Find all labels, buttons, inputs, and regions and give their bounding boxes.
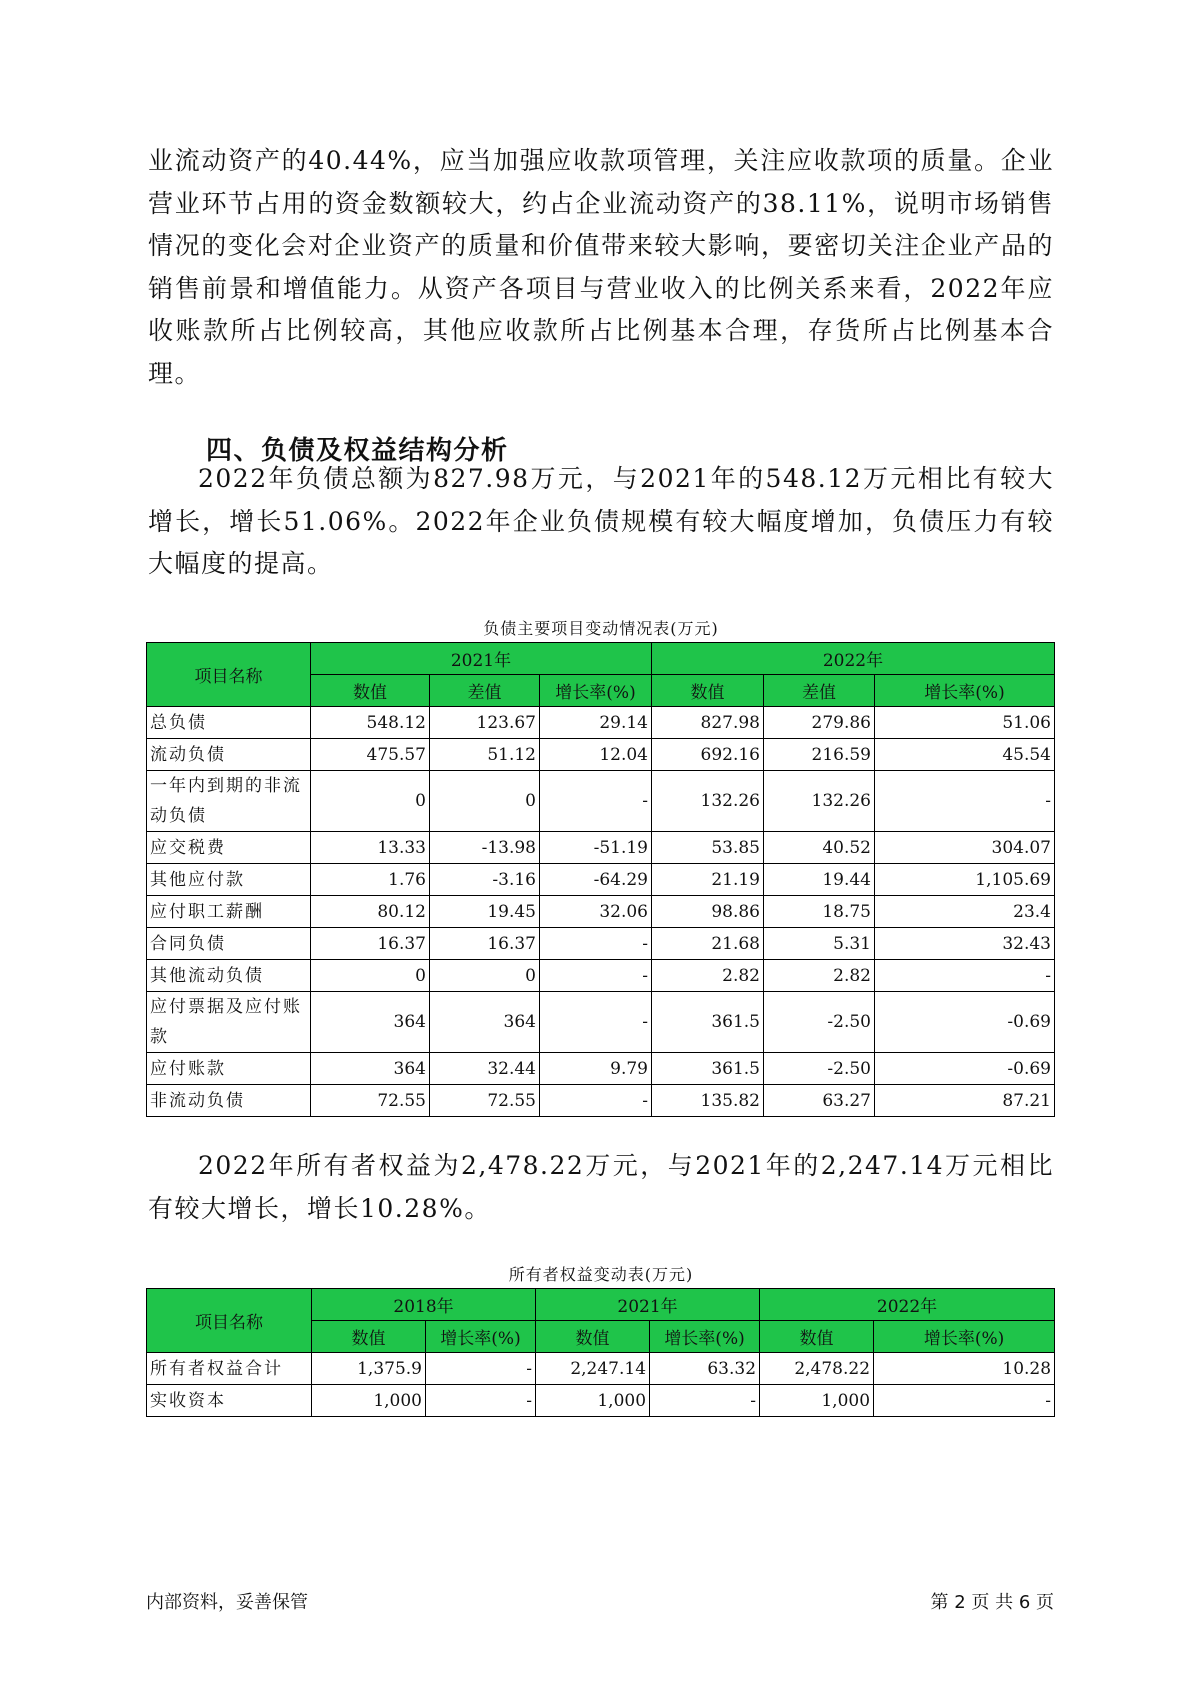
header-item-name: 项目名称 bbox=[147, 643, 311, 707]
cell-value: -2.50 bbox=[764, 992, 875, 1053]
cell-value: 364 bbox=[430, 992, 540, 1053]
header-growth-rate: 增长率(%) bbox=[874, 1321, 1055, 1353]
row-name: 实收资本 bbox=[147, 1385, 312, 1417]
section-heading: 四、负债及权益结构分析 bbox=[206, 436, 509, 466]
cell-value: 98.86 bbox=[652, 896, 764, 928]
liability-table-body bbox=[147, 707, 1055, 1117]
row-name: 应付职工薪酬 bbox=[147, 896, 311, 928]
cell-value: 1,000 bbox=[536, 1385, 650, 1417]
cell-value: 2.82 bbox=[652, 960, 764, 992]
cell-value: 32.44 bbox=[430, 1053, 540, 1085]
cell-value: 361.5 bbox=[652, 992, 764, 1053]
cell-value: 2,247.14 bbox=[536, 1353, 650, 1385]
header-value: 数值 bbox=[311, 675, 430, 707]
header-year: 2021年 bbox=[536, 1289, 760, 1321]
header-value: 数值 bbox=[652, 675, 764, 707]
header-item-name: 项目名称 bbox=[147, 1289, 312, 1353]
cell-value: -3.16 bbox=[430, 864, 540, 896]
table-row bbox=[147, 739, 1055, 771]
table-row bbox=[147, 864, 1055, 896]
cell-value: 1,000 bbox=[760, 1385, 874, 1417]
cell-value: 80.12 bbox=[311, 896, 430, 928]
cell-value: 16.37 bbox=[430, 928, 540, 960]
cell-value: 279.86 bbox=[764, 707, 875, 739]
cell-value: - bbox=[426, 1353, 536, 1385]
table-row bbox=[147, 1085, 1055, 1117]
header-growth-rate: 增长率(%) bbox=[540, 675, 652, 707]
cell-value: -0.69 bbox=[875, 992, 1055, 1053]
cell-value: 53.85 bbox=[652, 832, 764, 864]
header-year: 2018年 bbox=[312, 1289, 536, 1321]
cell-value: -51.19 bbox=[540, 832, 652, 864]
header-year: 2022年 bbox=[760, 1289, 1055, 1321]
row-name: 其他流动负债 bbox=[147, 960, 311, 992]
cell-value: 51.12 bbox=[430, 739, 540, 771]
cell-value: 2.82 bbox=[764, 960, 875, 992]
table-row bbox=[147, 1385, 1055, 1417]
cell-value: 23.4 bbox=[875, 896, 1055, 928]
cell-value: 216.59 bbox=[764, 739, 875, 771]
header-growth-rate: 增长率(%) bbox=[650, 1321, 760, 1353]
cell-value: - bbox=[650, 1385, 760, 1417]
cell-value: 0 bbox=[430, 960, 540, 992]
cell-value: 2,478.22 bbox=[760, 1353, 874, 1385]
header-year: 2022年 bbox=[652, 643, 1055, 675]
row-name: 一年内到期的非流动负债 bbox=[147, 771, 311, 832]
cell-value: - bbox=[875, 771, 1055, 832]
header-difference: 差值 bbox=[764, 675, 875, 707]
row-name: 所有者权益合计 bbox=[147, 1353, 312, 1385]
table-row bbox=[147, 771, 1055, 832]
cell-value: - bbox=[426, 1385, 536, 1417]
equity-summary-paragraph: 2022年所有者权益为2,478.22万元，与2021年的2,247.14万元相比有较大增长，增长10.28%。 bbox=[148, 1151, 1054, 1223]
cell-value: 12.04 bbox=[540, 739, 652, 771]
header-growth-rate: 增长率(%) bbox=[426, 1321, 536, 1353]
cell-value: - bbox=[540, 960, 652, 992]
cell-value: 72.55 bbox=[311, 1085, 430, 1117]
cell-value: 40.52 bbox=[764, 832, 875, 864]
cell-value: 13.33 bbox=[311, 832, 430, 864]
cell-value: 21.19 bbox=[652, 864, 764, 896]
cell-value: 0 bbox=[311, 960, 430, 992]
cell-value: 361.5 bbox=[652, 1053, 764, 1085]
page-number: 第 2 页 共 6 页 bbox=[930, 1592, 1054, 1613]
equity-table-body bbox=[147, 1353, 1055, 1417]
header-value: 数值 bbox=[760, 1321, 874, 1353]
cell-value: 5.31 bbox=[764, 928, 875, 960]
cell-value: -2.50 bbox=[764, 1053, 875, 1085]
cell-value: 32.43 bbox=[875, 928, 1055, 960]
table-row bbox=[147, 960, 1055, 992]
cell-value: 29.14 bbox=[540, 707, 652, 739]
cell-value: - bbox=[874, 1385, 1055, 1417]
cell-value: 87.21 bbox=[875, 1085, 1055, 1117]
header-year: 2021年 bbox=[311, 643, 652, 675]
cell-value: -0.69 bbox=[875, 1053, 1055, 1085]
cell-value: 132.26 bbox=[652, 771, 764, 832]
cell-value: 19.44 bbox=[764, 864, 875, 896]
cell-value: 135.82 bbox=[652, 1085, 764, 1117]
cell-value: 827.98 bbox=[652, 707, 764, 739]
cell-value: 18.75 bbox=[764, 896, 875, 928]
cell-value: 1.76 bbox=[311, 864, 430, 896]
cell-value: 32.06 bbox=[540, 896, 652, 928]
cell-value: 63.32 bbox=[650, 1353, 760, 1385]
cell-value: 548.12 bbox=[311, 707, 430, 739]
row-name: 流动负债 bbox=[147, 739, 311, 771]
cell-value: 364 bbox=[311, 1053, 430, 1085]
intro-paragraph: 业流动资产的40.44%，应当加强应收款项管理，关注应收款项的质量。企业营业环节占用的资金数额较大，约占企业流动资产的38.11%，说明市场销售情况的变化会对企业资产的质量和价值带来较大影响，要密切关注企业产品的销售前景和增值能力。从资产各项目与营业收入的比例关系来看，2022年应收账款所占比例较高，其他应收款所占比例基本合理，存货所占比例基本合理。 bbox=[148, 146, 1054, 388]
cell-value: -64.29 bbox=[540, 864, 652, 896]
cell-value: 9.79 bbox=[540, 1053, 652, 1085]
header-growth-rate: 增长率(%) bbox=[875, 675, 1055, 707]
equity-table bbox=[146, 1288, 1055, 1417]
table-row bbox=[147, 928, 1055, 960]
header-value: 数值 bbox=[312, 1321, 426, 1353]
cell-value: 0 bbox=[311, 771, 430, 832]
liability-table bbox=[146, 642, 1055, 1117]
cell-value: 364 bbox=[311, 992, 430, 1053]
cell-value: 1,105.69 bbox=[875, 864, 1055, 896]
table-row bbox=[147, 707, 1055, 739]
cell-value: 19.45 bbox=[430, 896, 540, 928]
cell-value: - bbox=[540, 1085, 652, 1117]
row-name: 非流动负债 bbox=[147, 1085, 311, 1117]
equity-table-caption: 所有者权益变动表(万元) bbox=[508, 1265, 694, 1284]
cell-value: 1,000 bbox=[312, 1385, 426, 1417]
table-row bbox=[147, 992, 1055, 1053]
cell-value: 63.27 bbox=[764, 1085, 875, 1117]
cell-value: - bbox=[540, 992, 652, 1053]
cell-value: - bbox=[540, 928, 652, 960]
cell-value: 1,375.9 bbox=[312, 1353, 426, 1385]
cell-value: 45.54 bbox=[875, 739, 1055, 771]
confidential-notice: 内部资料，妥善保管 bbox=[146, 1592, 308, 1613]
row-name: 应付账款 bbox=[147, 1053, 311, 1085]
cell-value: 123.67 bbox=[430, 707, 540, 739]
cell-value: 16.37 bbox=[311, 928, 430, 960]
cell-value: 692.16 bbox=[652, 739, 764, 771]
liability-table-caption: 负债主要项目变动情况表(万元) bbox=[483, 619, 719, 638]
cell-value: 21.68 bbox=[652, 928, 764, 960]
table-row bbox=[147, 1353, 1055, 1385]
table-row bbox=[147, 896, 1055, 928]
cell-value: 475.57 bbox=[311, 739, 430, 771]
row-name: 应交税费 bbox=[147, 832, 311, 864]
cell-value: 72.55 bbox=[430, 1085, 540, 1117]
row-name: 总负债 bbox=[147, 707, 311, 739]
row-name: 应付票据及应付账款 bbox=[147, 992, 311, 1053]
row-name: 其他应付款 bbox=[147, 864, 311, 896]
cell-value: - bbox=[540, 771, 652, 832]
row-name: 合同负债 bbox=[147, 928, 311, 960]
cell-value: 0 bbox=[430, 771, 540, 832]
header-value: 数值 bbox=[536, 1321, 650, 1353]
cell-value: 132.26 bbox=[764, 771, 875, 832]
header-difference: 差值 bbox=[430, 675, 540, 707]
table-row bbox=[147, 1053, 1055, 1085]
cell-value: 10.28 bbox=[874, 1353, 1055, 1385]
cell-value: - bbox=[875, 960, 1055, 992]
cell-value: 304.07 bbox=[875, 832, 1055, 864]
liability-summary-paragraph: 2022年负债总额为827.98万元，与2021年的548.12万元相比有较大增长，增长51.06%。2022年企业负债规模有较大幅度增加，负债压力有较大幅度的提高。 bbox=[148, 464, 1054, 578]
table-row bbox=[147, 832, 1055, 864]
cell-value: -13.98 bbox=[430, 832, 540, 864]
cell-value: 51.06 bbox=[875, 707, 1055, 739]
